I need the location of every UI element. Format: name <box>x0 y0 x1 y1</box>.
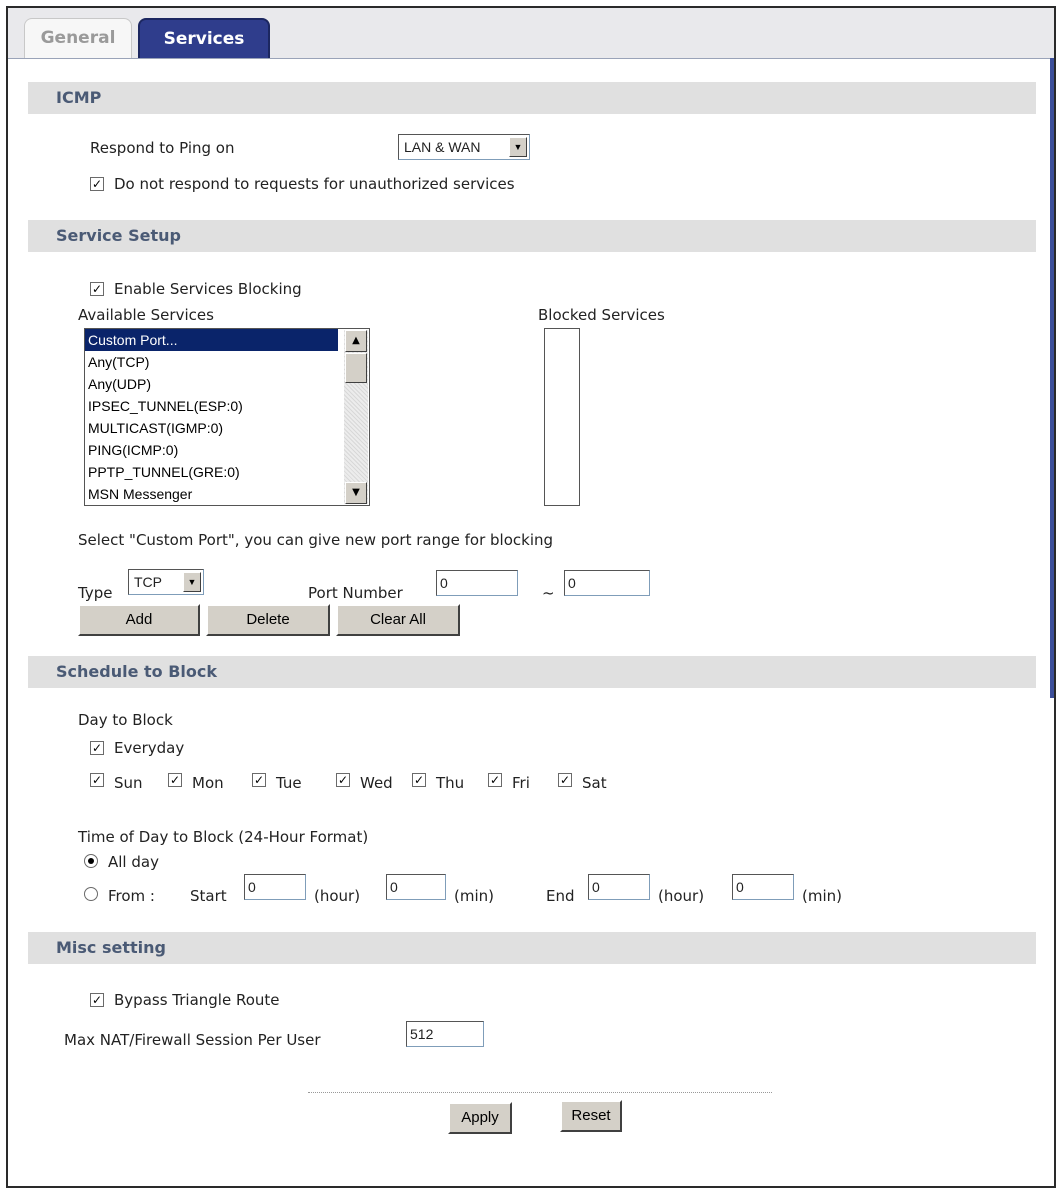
list-item[interactable]: Any(TCP) <box>88 354 150 370</box>
port-from-input[interactable]: 0 <box>436 570 518 596</box>
fri-checkbox[interactable]: ✓ <box>489 773 501 787</box>
right-accent-bar <box>1050 58 1054 698</box>
list-item[interactable]: MSN Messenger <box>88 486 193 502</box>
mon-label: Mon <box>192 774 224 792</box>
chevron-down-icon: ▼ <box>509 137 527 157</box>
available-services-list[interactable] <box>84 328 370 506</box>
type-value: TCP <box>134 574 162 590</box>
day-to-block-label: Day to Block <box>78 711 173 729</box>
tab-general[interactable]: General <box>24 18 132 58</box>
enable-services-blocking-label: Enable Services Blocking <box>114 280 302 298</box>
thu-label: Thu <box>436 774 465 792</box>
no-respond-checkbox[interactable]: ✓ <box>91 177 103 191</box>
bypass-triangle-route-checkbox[interactable]: ✓ <box>91 993 103 1007</box>
delete-button[interactable]: Delete <box>206 604 330 636</box>
port-to-input[interactable]: 0 <box>564 570 650 596</box>
blocked-services-list[interactable] <box>544 328 580 506</box>
list-item[interactable]: Custom Port... <box>85 329 338 351</box>
enable-services-blocking-checkbox[interactable]: ✓ <box>91 282 103 296</box>
add-button[interactable]: Add <box>78 604 200 636</box>
misc-section-header: Misc setting <box>28 932 1036 964</box>
all-day-radio[interactable] <box>84 854 98 868</box>
respond-to-ping-label: Respond to Ping on <box>90 139 235 157</box>
respond-to-ping-value: LAN & WAN <box>404 139 481 155</box>
all-day-label: All day <box>108 853 159 871</box>
sun-label: Sun <box>114 774 143 792</box>
list-item[interactable]: PPTP_TUNNEL(GRE:0) <box>88 464 240 480</box>
end-hour-input[interactable]: 0 <box>588 874 650 900</box>
end-label: End <box>546 887 575 905</box>
clear-all-button[interactable]: Clear All <box>336 604 460 636</box>
no-respond-label: Do not respond to requests for unauthorized services <box>114 175 515 193</box>
type-label: Type <box>78 584 113 602</box>
thu-checkbox[interactable]: ✓ <box>413 773 425 787</box>
wed-checkbox[interactable]: ✓ <box>337 773 349 787</box>
everyday-checkbox[interactable]: ✓ <box>91 741 103 755</box>
scrollbar-thumb[interactable] <box>345 353 367 383</box>
port-range-separator: ~ <box>542 584 555 602</box>
wed-label: Wed <box>360 774 393 792</box>
time-of-day-label: Time of Day to Block (24-Hour Format) <box>78 828 369 846</box>
list-item[interactable]: IPSEC_TUNNEL(ESP:0) <box>88 398 243 414</box>
from-label: From : <box>108 887 155 905</box>
available-services-label: Available Services <box>78 306 214 324</box>
everyday-label: Everyday <box>114 739 185 757</box>
start-min-input[interactable]: 0 <box>386 874 446 900</box>
start-hour-input[interactable]: 0 <box>244 874 306 900</box>
tue-label: Tue <box>276 774 302 792</box>
end-min-unit: (min) <box>802 887 842 905</box>
scroll-up-icon[interactable]: ▲ <box>345 330 367 352</box>
start-hour-unit: (hour) <box>314 887 361 905</box>
type-select[interactable] <box>128 569 204 595</box>
custom-port-hint: Select "Custom Port", you can give new port range for blocking <box>78 531 554 549</box>
apply-button[interactable]: Apply <box>448 1102 512 1134</box>
tue-checkbox[interactable]: ✓ <box>253 773 265 787</box>
start-label: Start <box>190 887 227 905</box>
respond-to-ping-select[interactable] <box>398 134 530 160</box>
end-min-input[interactable]: 0 <box>732 874 794 900</box>
schedule-section-header: Schedule to Block <box>28 656 1036 688</box>
reset-button[interactable]: Reset <box>560 1100 622 1132</box>
mon-checkbox[interactable]: ✓ <box>169 773 181 787</box>
sat-label: Sat <box>582 774 607 792</box>
sun-checkbox[interactable]: ✓ <box>91 773 103 787</box>
max-session-input[interactable]: 512 <box>406 1021 484 1047</box>
chevron-down-icon: ▼ <box>183 572 201 592</box>
tab-bar <box>8 8 1054 59</box>
icmp-section-header: ICMP <box>28 82 1036 114</box>
scroll-down-icon[interactable]: ▼ <box>345 482 367 504</box>
tab-services[interactable]: Services <box>138 18 270 58</box>
service-setup-section-header: Service Setup <box>28 220 1036 252</box>
end-hour-unit: (hour) <box>658 887 705 905</box>
blocked-services-label: Blocked Services <box>538 306 665 324</box>
fri-label: Fri <box>512 774 530 792</box>
list-item[interactable]: PING(ICMP:0) <box>88 442 179 458</box>
bypass-triangle-route-label: Bypass Triangle Route <box>114 991 280 1009</box>
list-item[interactable]: Any(UDP) <box>88 376 152 392</box>
start-min-unit: (min) <box>454 887 494 905</box>
port-number-label: Port Number <box>308 584 403 602</box>
list-item[interactable]: MULTICAST(IGMP:0) <box>88 420 224 436</box>
footer-divider <box>308 1092 772 1093</box>
from-radio[interactable] <box>84 887 98 901</box>
list-scrollbar[interactable] <box>344 330 368 504</box>
sat-checkbox[interactable]: ✓ <box>559 773 571 787</box>
services-panel <box>6 6 1056 1188</box>
max-session-label: Max NAT/Firewall Session Per User <box>64 1031 321 1049</box>
